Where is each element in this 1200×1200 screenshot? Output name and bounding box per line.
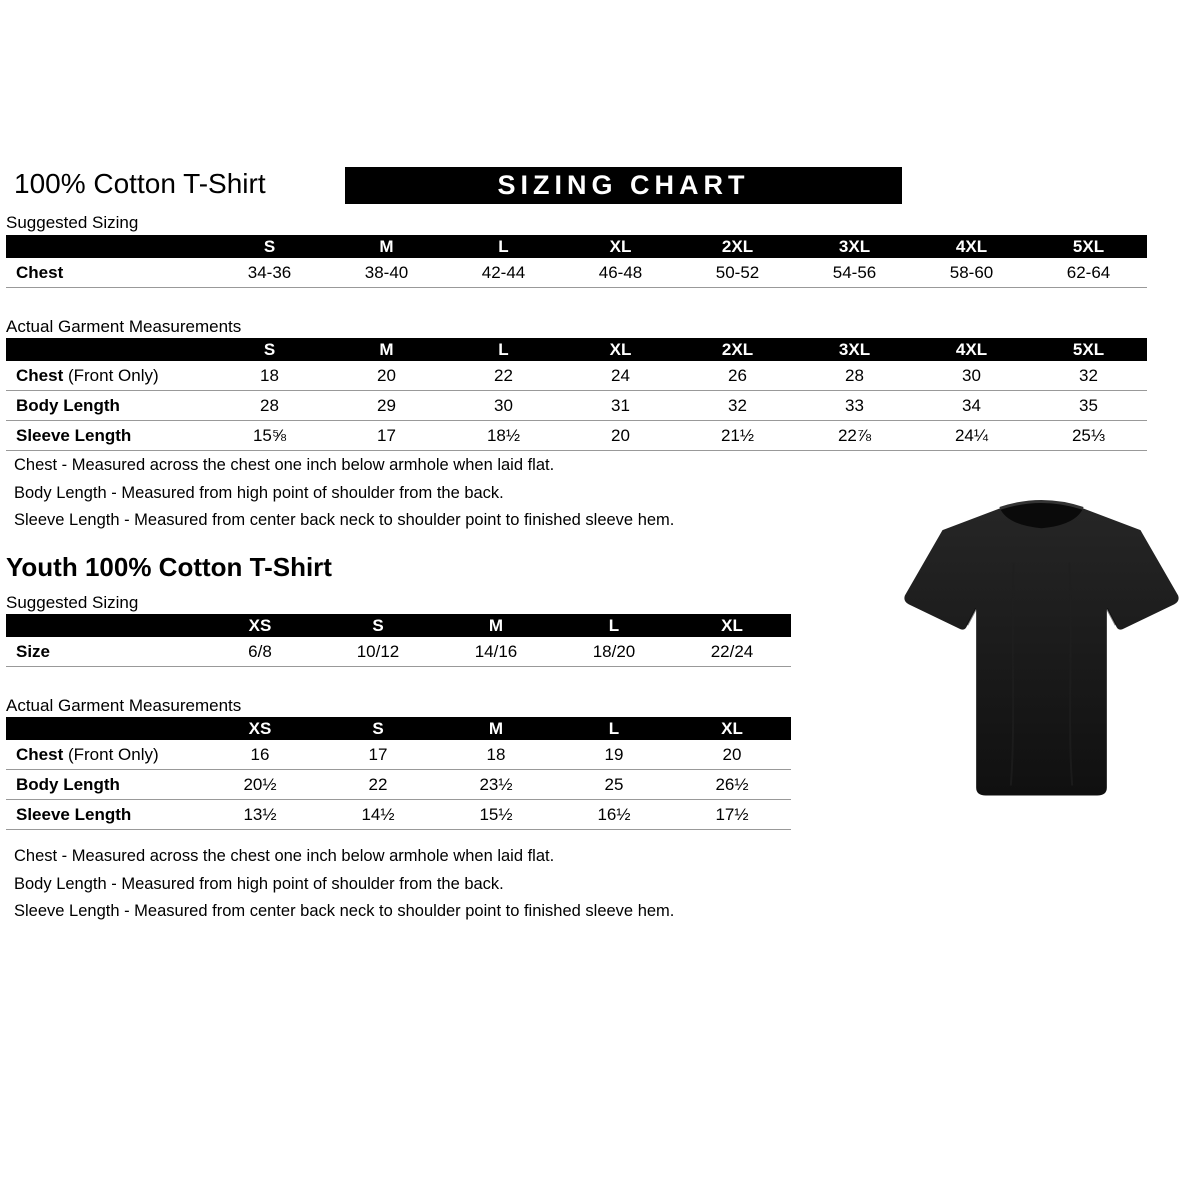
youth-actual-measurements-label: Actual Garment Measurements [6,696,242,715]
row-label-suffix: (Front Only) [63,744,159,764]
table-header-row [6,614,791,637]
column-header: XS [201,717,319,740]
youth-section-title: Youth 100% Cotton T-Shirt [6,552,332,582]
table-cell: 15⅝ [211,421,328,451]
table-cell: 24 [562,361,679,391]
row-label-main: Sleeve Length [16,804,132,824]
column-header: M [328,235,445,258]
table-cell: 62-64 [1030,258,1147,288]
column-header: 2XL [679,235,796,258]
table-cell: 25⅓ [1030,421,1147,451]
table-cell: 34 [913,391,1030,421]
adult-actual-measurements-label: Actual Garment Measurements [6,317,242,336]
table-row [6,391,1147,421]
corner-cell [6,338,211,361]
youth-measurement-note-body-length: Body Length - Measured from high point of shoulder from the back. [14,875,504,893]
youth-actual-table [6,717,791,830]
table-cell: 22/24 [673,637,791,667]
table-cell: 30 [445,391,562,421]
measurement-note-sleeve-length: Sleeve Length - Measured from center back neck to shoulder point to finished sleeve hem. [14,511,675,529]
table-cell: 28 [211,391,328,421]
column-header: 3XL [796,338,913,361]
table-cell: 32 [1030,361,1147,391]
table-cell: 6/8 [201,637,319,667]
column-header: M [437,717,555,740]
table-cell: 24¼ [913,421,1030,451]
table-cell: 58-60 [913,258,1030,288]
column-header: 5XL [1030,338,1147,361]
row-label [6,770,201,800]
column-header: L [555,614,673,637]
table-cell: 15½ [437,800,555,830]
table-cell: 54-56 [796,258,913,288]
table-row [6,361,1147,391]
table-row [6,421,1147,451]
table-cell: 28 [796,361,913,391]
table-cell: 26 [679,361,796,391]
table-cell: 16½ [555,800,673,830]
youth-measurement-note-sleeve-length: Sleeve Length - Measured from center back neck to shoulder point to finished sleeve hem. [14,902,675,920]
row-label [6,800,201,830]
table-row [6,800,791,830]
row-label-main: Body Length [16,774,120,794]
column-header: S [319,717,437,740]
sizing-chart-banner: SIZING CHART [345,167,902,204]
table-cell: 50-52 [679,258,796,288]
table-cell: 33 [796,391,913,421]
table-cell: 17½ [673,800,791,830]
table-cell: 22⅞ [796,421,913,451]
row-label-main: Body Length [16,395,120,415]
table-cell: 18 [211,361,328,391]
table-cell: 42-44 [445,258,562,288]
table-header-row [6,717,791,740]
row-label: Chest [6,258,211,288]
table-header-row [6,338,1147,361]
corner-cell [6,235,211,258]
row-label [6,421,211,451]
table-row [6,258,1147,288]
row-label-main: Chest [16,744,64,764]
column-header: 4XL [913,338,1030,361]
youth-suggested-sizing-label: Suggested Sizing [6,593,139,612]
measurement-note-body-length: Body Length - Measured from high point of shoulder from the back. [14,484,504,502]
row-label-suffix: (Front Only) [63,365,159,385]
table-cell: 20 [562,421,679,451]
table-cell: 22 [445,361,562,391]
table-cell: 19 [555,740,673,770]
column-header: XS [201,614,319,637]
column-header: S [319,614,437,637]
adult-suggested-table [6,235,1147,288]
column-header: M [437,614,555,637]
measurement-note-chest: Chest - Measured across the chest one inch below armhole when laid flat. [14,456,555,474]
table-header-row [6,235,1147,258]
row-label [6,391,211,421]
table-cell: 18/20 [555,637,673,667]
table-cell: 20½ [201,770,319,800]
adult-suggested-sizing-label: Suggested Sizing [6,213,139,232]
table-cell: 20 [328,361,445,391]
row-label-main: Chest [16,365,64,385]
table-cell: 30 [913,361,1030,391]
table-cell: 16 [201,740,319,770]
corner-cell [6,614,201,637]
table-cell: 23½ [437,770,555,800]
table-cell: 31 [562,391,679,421]
table-cell: 14/16 [437,637,555,667]
youth-suggested-table [6,614,791,667]
row-label [6,740,201,770]
column-header: 4XL [913,235,1030,258]
column-header: L [555,717,673,740]
tshirt-body-shape [904,501,1178,795]
table-cell: 22 [319,770,437,800]
table-cell: 18½ [445,421,562,451]
adult-actual-table [6,338,1147,451]
column-header: 2XL [679,338,796,361]
column-header: L [445,235,562,258]
tshirt-image [893,477,1190,817]
column-header: XL [562,338,679,361]
table-row [6,770,791,800]
table-cell: 21½ [679,421,796,451]
column-header: XL [562,235,679,258]
table-cell: 25 [555,770,673,800]
adult-section-title: 100% Cotton T-Shirt [14,168,266,199]
column-header: XL [673,614,791,637]
table-cell: 13½ [201,800,319,830]
column-header: S [211,235,328,258]
table-cell: 29 [328,391,445,421]
table-cell: 17 [319,740,437,770]
table-cell: 32 [679,391,796,421]
table-row [6,740,791,770]
table-cell: 38-40 [328,258,445,288]
table-cell: 10/12 [319,637,437,667]
table-cell: 14½ [319,800,437,830]
row-label [6,361,211,391]
table-cell: 17 [328,421,445,451]
corner-cell [6,717,201,740]
row-label: Size [6,637,201,667]
column-header: 3XL [796,235,913,258]
table-cell: 26½ [673,770,791,800]
table-cell: 18 [437,740,555,770]
table-row [6,637,791,667]
table-cell: 46-48 [562,258,679,288]
youth-measurement-note-chest: Chest - Measured across the chest one inch below armhole when laid flat. [14,847,555,865]
table-cell: 34-36 [211,258,328,288]
table-cell: 20 [673,740,791,770]
column-header: XL [673,717,791,740]
table-cell: 35 [1030,391,1147,421]
column-header: L [445,338,562,361]
column-header: S [211,338,328,361]
column-header: 5XL [1030,235,1147,258]
row-label-main: Sleeve Length [16,425,132,445]
column-header: M [328,338,445,361]
